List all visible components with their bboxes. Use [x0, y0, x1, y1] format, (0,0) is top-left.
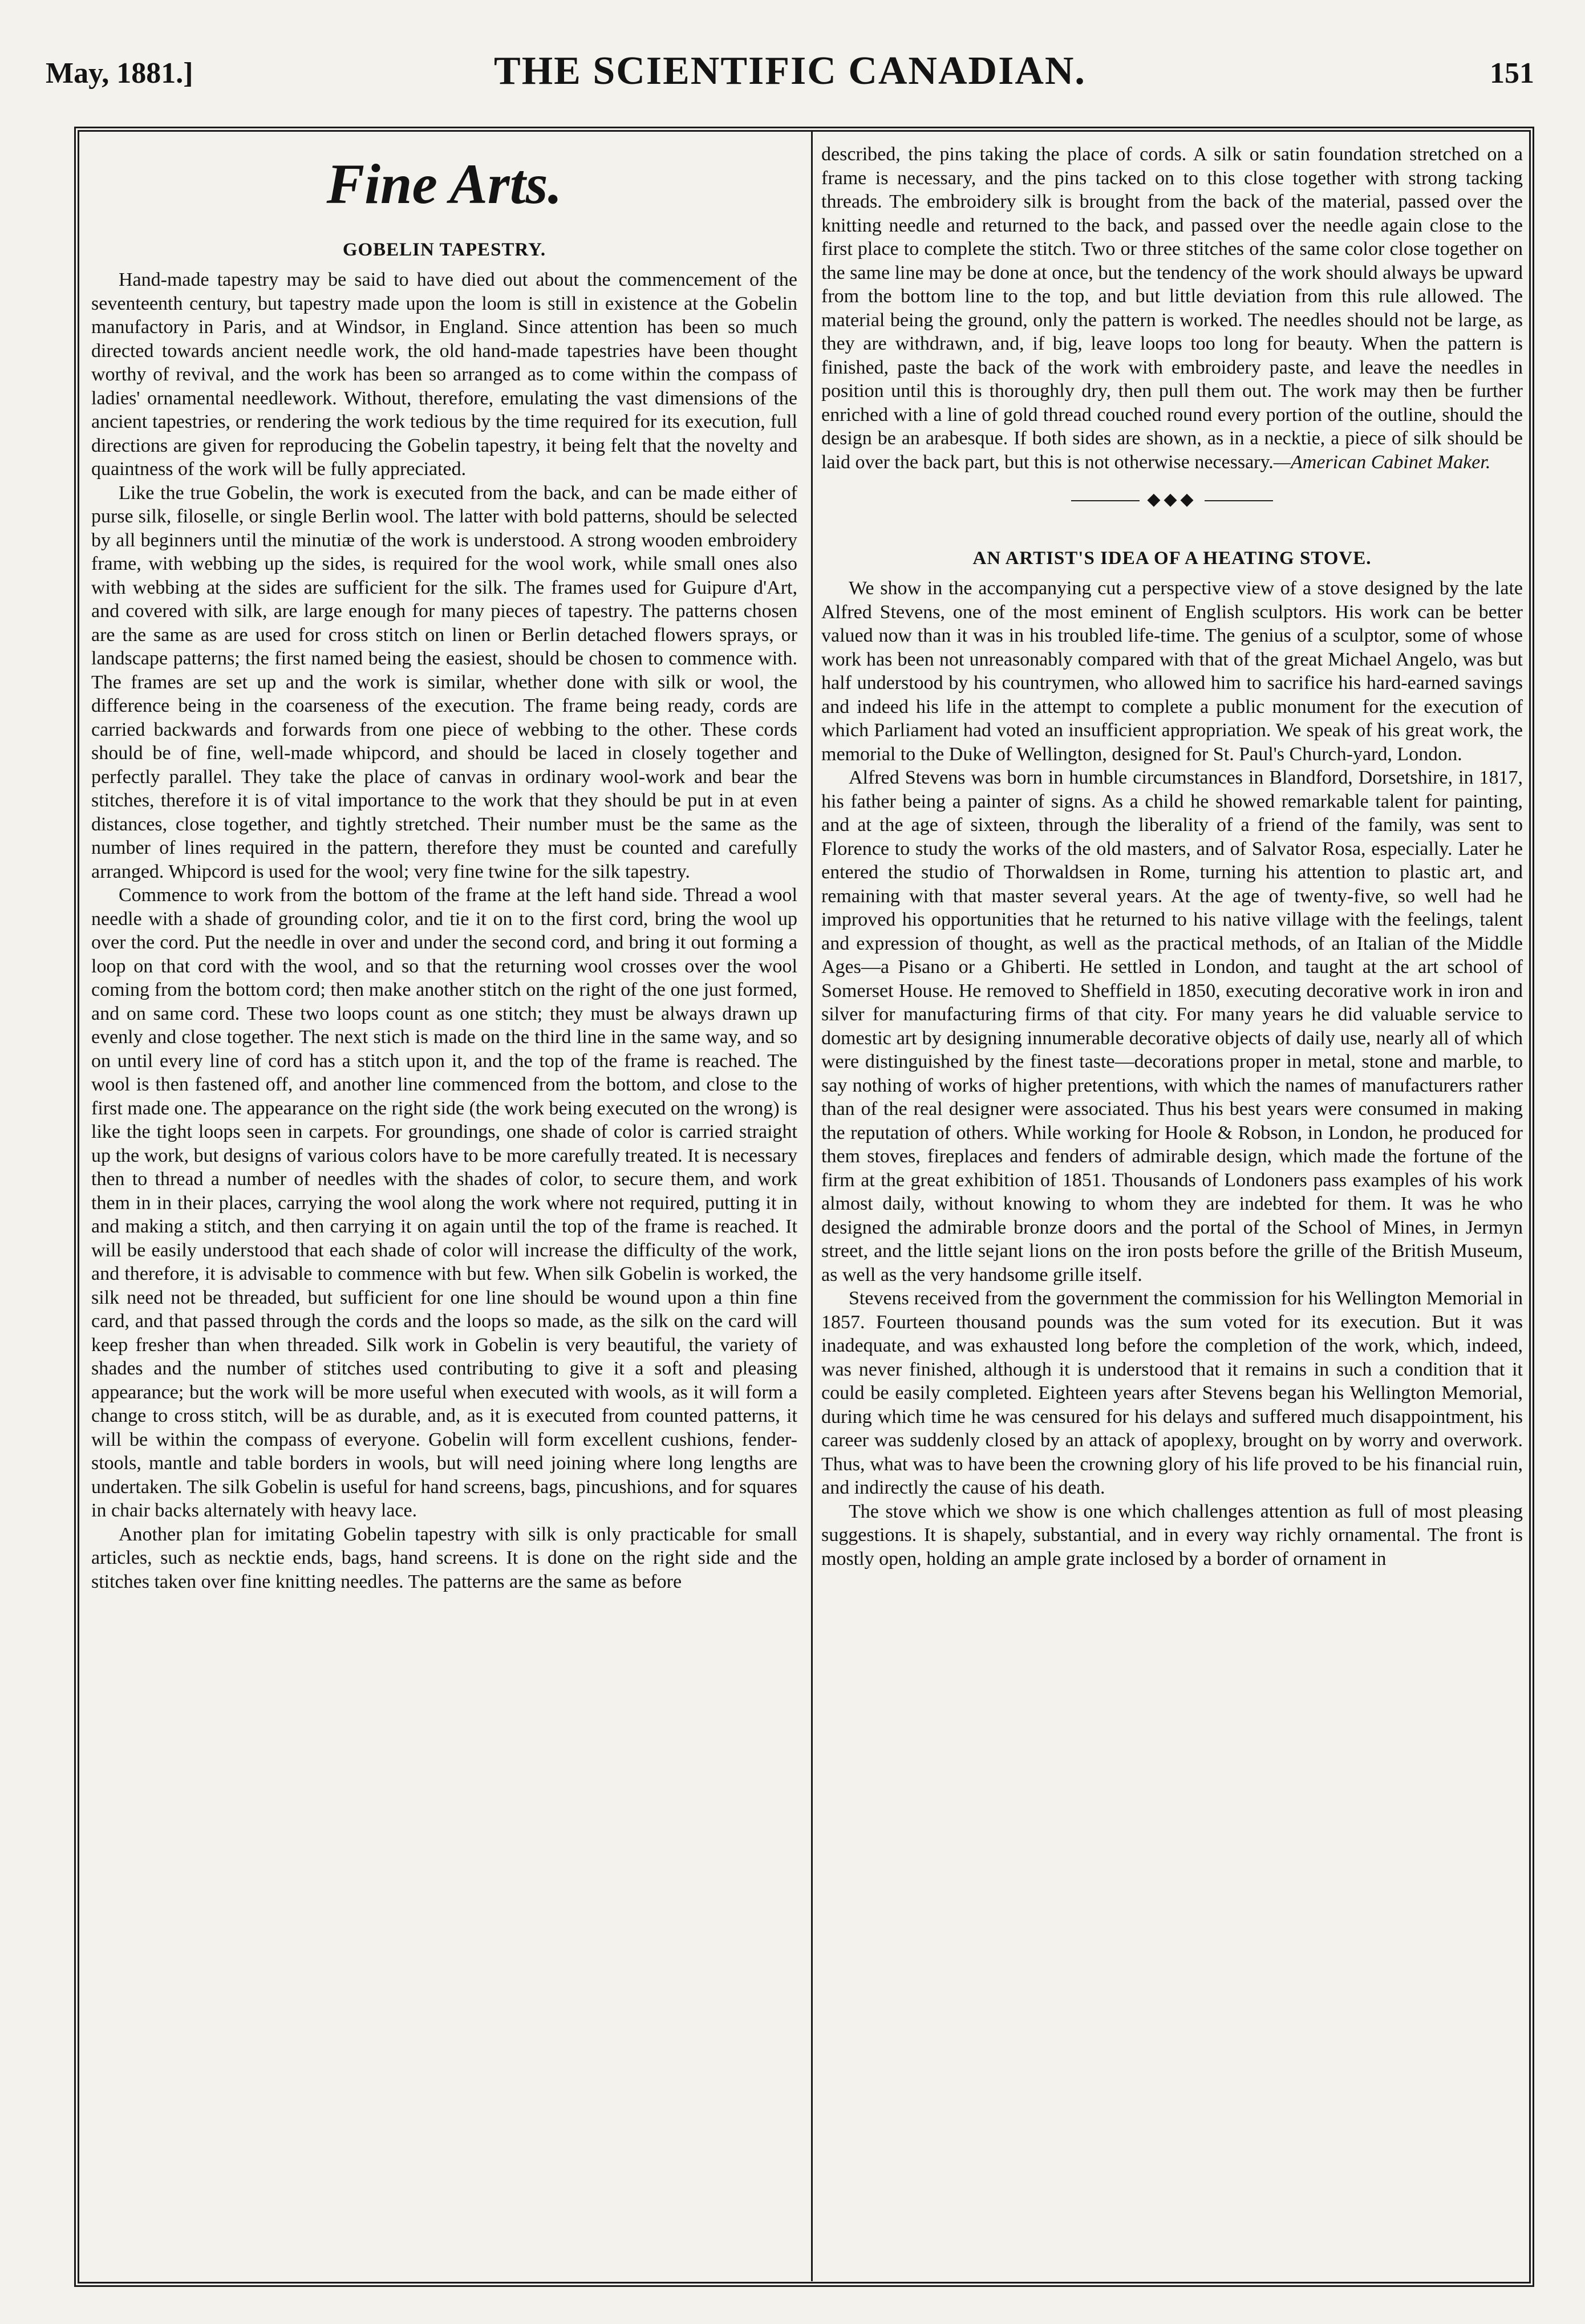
paragraph: Stevens received from the government the commission for his Wellington Memorial in 1857. Fourteen thousand pounds was the sum voted for its execution. But it was inadequate, and was exhausted long before the completion of the work, which, indeed, was never finished, although it is understood that it remains in such a condition that it could be easily completed. Eighteen years after Stevens began his Wellington Memorial, during which time he was censured for his delays and suffered much disappointment, his career was suddenly closed by an attack of apoplexy, brought on by worry and overwork. Thus, what was to have been the crowning glory of his life proved to be his financial ruin, and indirectly the cause of his death.	[821, 1288, 1523, 1498]
paragraph: Alfred Stevens was born in humble circumstances in Blandford, Dorsetshire, in 1817, his father being a painter of signs. As a child he showed remarkable talent for painting, and at the age of sixteen, through the liberality of a friend of the family, was sent to Florence to study the works of the old masters, and of Salvator Rosa, especially. Later he entered the studio of Thorwaldsen in Rome, turning his attention to plastic art, and remaining with that master several years. At the age of twenty-five, so well had he improved his opportunities that he returned to his native village with the feelings, talent and expression of thought, as well as the practical methods, of an Italian of the Middle Ages—a Pisano or a Ghiberti. He settled in London, and taught at the art school of Somerset House. He removed to Sheffield in 1850, executing decorative work in iron and silver for manufacturing firms of that city. For many years he did valuable service to domestic art by designing innumerable decorative objects of daily use, nearly all of which were distinguished by the finest taste—decorations proper in metal, stone and marble, to say nothing of works of higher pretentions, with which the names of manufacturers rather than of the real designer were associated. Thus his best years were consumed in making the reputation of others. While working for Hoole & Robson, in London, he produced for them stoves, fireplaces and fenders of admirable design, which made the fortune of the firm at the great exhibition of 1851. Thousands of Londoners pass examples of his work almost daily, without knowing to whom they are indebted for them. It was he who designed the admirable bronze doors and the portal of the School of Mines, in Jermyn street, and the little sejant lions on the iron posts before the grille of the British Museum, as well as the very handsome grille itself.	[821, 767, 1523, 1285]
page-header	[46, 48, 1534, 100]
article-title-stove: AN ARTIST'S IDEA OF A HEATING STOVE.	[972, 548, 1372, 569]
section-heading: Fine Arts.	[326, 152, 562, 216]
section-ornament: ◆◆◆	[821, 491, 1523, 508]
column-divider	[811, 131, 813, 2281]
journal-title: THE SCIENTIFIC CANADIAN.	[494, 49, 1086, 93]
page-number: 151	[1490, 57, 1534, 90]
article-title-gobelin: GOBELIN TAPESTRY.	[342, 240, 546, 260]
continued-paragraph	[821, 143, 1523, 474]
left-column	[91, 143, 797, 2270]
paragraph: Another plan for imitating Gobelin tapestry with silk is only practicable for small articles, such as necktie ends, bags, hand screens. It is done on the right side and the stitches taken over fine knitting needles. The patterns are the same as before	[91, 1523, 797, 1592]
issue-date: May, 1881.]	[46, 57, 193, 90]
right-column	[821, 143, 1523, 2270]
continued-text: described, the pins taking the place of cords. A silk or satin foundation stretched on a frame is necessary, and the pins tacked on to this close together with strong tacking threads. The embroidery silk is brought from the back of the material, passed over the knitting needle and returned to the back, and passed over the needle again close to the first place to complete the stitch. Two or three stitches of the same color close together on the same line may be done at once, but the tendency of the work should always be upward from the bottom line to the top, and but little deviation from this rule allowed. The material being the ground, only the pattern is worked. The needles should not be large, as they are withdrawn, and, if big, leave loops too long for beauty. When the pattern is finished, paste the back of the work with embroidery paste, and leave the needles in position until this is thoroughly dry, then pull them out. The work may then be further enriched with a line of gold thread couched round every portion of the outline, should the design be an arabesque. If both sides are shown, as in a necktie, a piece of silk should be laid over the back part, but this is not otherwise necessary.	[821, 144, 1523, 473]
paragraph: Hand-made tapestry may be said to have died out about the commencement of the seventeenth century, but tapestry made upon the loom is still in existence at the Gobelin manufactory in Paris, and at Windsor, in England. Since attention has been so much directed towards ancient needle work, the old hand-made tapestries have been thought worthy of revival, and the work has been so arranged as to come within the compass of ladies' ornamental needlework. Without, therefore, emulating the vast dimensions of the ancient tapestries, or rendering the work tedious by the time required for its execution, full directions are given for reproducing the Gobelin tapestry, it being felt that the novelty and quaintness of the work will be fully appreciated.	[91, 269, 797, 480]
source-credit: —American Cabinet Maker.	[1273, 451, 1491, 473]
paragraph: Like the true Gobelin, the work is executed from the back, and can be made either of purse silk, filoselle, or single Berlin wool. The latter with bold patterns, should be selected by all beginners until the minutiæ of the work is understood. A strong wooden embroidery frame, with webbing up the sides, is required for the wool work, while small ones also with webbing at the sides are sufficient for the silk. The frames used for Guipure d'Art, and covered with silk, are large enough for many pieces of tapestry. The patterns chosen are the same as are used for cross stitch on linen or Berlin detached flowers sprays, or landscape patterns; the first named being the easiest, should be chosen to commence with. The frames are set up and the work is similar, whether done with silk or wool, the difference being in the coarseness of the execution. The frame being ready, cords are carried backwards and forwards from one piece of webbing to the other. These cords should be of fine, well-made whipcord, and should be laced in closely together and perfectly parallel. They take the place of canvas in ordinary wool-work and bear the stitches, therefore it is of vital importance to the work that they should be put in at even distances, close together, and tightly stretched. Their number must be the same as the number of lines required in the pattern, therefore they must be counted and carefully arranged. Whipcord is used for the wool; very fine twine for the silk tapestry.	[91, 482, 797, 882]
paragraph: Commence to work from the bottom of the frame at the left hand side. Thread a wool needle with a shade of grounding color, and tie it on to the first cord, bring the wool up over the cord. Put the needle in over and under the second cord, and bring it out forming a loop on that cord with the wool, and so that the returning wool crosses over the wool coming from the bottom cord; then make another stitch on the right of the one just formed, and on same cord. These two loops count as one stitch; they must be always drawn up evenly and close together. The next stich is made on the third line in the same way, and so on until every line of cord has a stitch upon it, and the top of the frame is reached. The wool is then fastened off, and another line commenced from the bottom, and close to the first made one. The appearance on the right side (the work being executed on the wrong) is like the tight loops seen in carpets. For groundings, one shade of color is carried straight up the work, but designs of various colors have to be more carefully treated. It is necessary then to thread a number of needles with the shades of color, to secure them, and work them in in their places, carrying the wool along the work where not required, putting it in and making a stitch, and then carrying it on again until the top of the frame is reached. It will be easily understood that each shade of color will increase the difficulty of the work, and therefore, it is advisable to commence with but few. When silk Gobelin is worked, the silk need not be threaded, but sufficient for one line should be wound upon a thin fine card, and that passed through the cords and the loops so made, as the silk on the card will keep fresher than when threaded. Silk work in Gobelin is very beautiful, the variety of shades and the number of stitches used contributing to give it a soft and pleasing appearance; but the work will be more useful when executed with wools, as it will form a change to cross stitch, will be as durable, and, as it is executed from counted patterns, it will be within the compass of everyone. Gobelin will form excellent cushions, fender-stools, mantle and table borders in wools, but will need joining where long lengths are undertaken. The silk Gobelin is useful for hand screens, bags, pincushions, and for squares in chair backs alternately with heavy lace.	[91, 885, 797, 1521]
paragraph: We show in the accompanying cut a perspective view of a stove designed by the late Alfred Stevens, one of the most eminent of English sculptors. His work can be better valued now than it was in his troubled life-time. The genius of a sculptor, some of whose work has been not unreasonably compared with that of the great Michael Angelo, was but half understood by his countrymen, who allowed him to sacrifice his hard-earned savings and indeed his life in the attempt to complete a public monument for the execution of which Parliament had voted an insufficient appropriation. We speak of his great work, the memorial to the Duke of Wellington, designed for St. Paul's Church-yard, London.	[821, 578, 1523, 765]
paragraph: The stove which we show is one which challenges attention as full of most pleasing suggestions. It is shapely, substantial, and in every way richly ornamental. The front is mostly open, holding an ample grate inclosed by a border of ornament in	[821, 1500, 1523, 1569]
